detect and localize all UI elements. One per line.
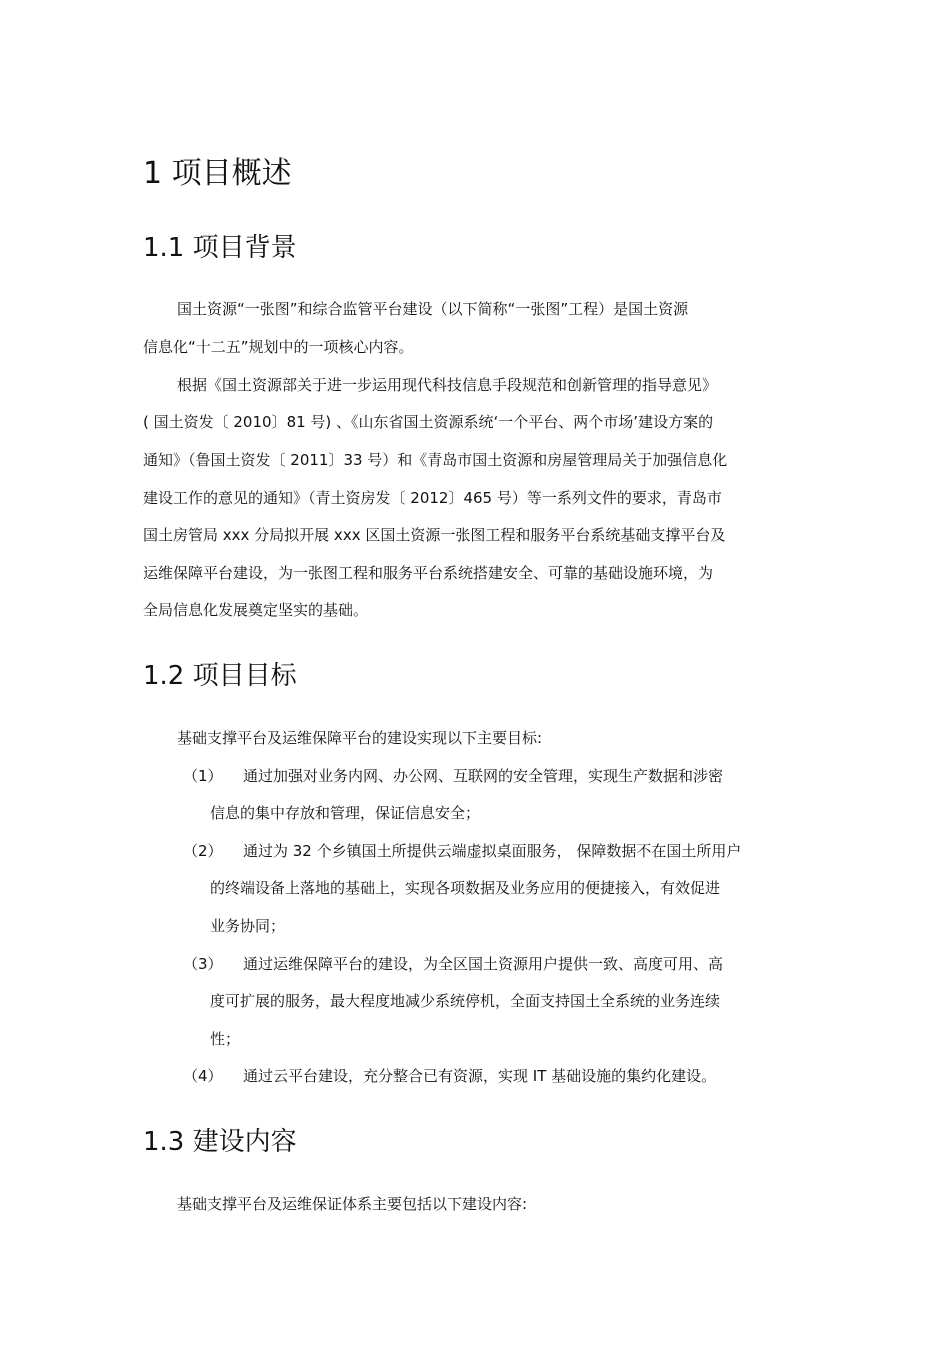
paragraph-line: 基础支撑平台及运维保障平台的建设实现以下主要目标: — [177, 729, 543, 747]
list-item-line: 的终端设备上落地的基础上，实现各项数据及业务应用的便捷接入，有效促进 — [210, 879, 721, 897]
list-item-line: 业务协同； — [210, 917, 286, 935]
paragraph-line: 信息化“十二五”规划中的一项核心内容。 — [143, 338, 414, 356]
section-heading-goals: 1.2 项目目标 — [143, 661, 297, 691]
list-item-line: 性； — [210, 1030, 241, 1048]
paragraph-line: 运维保障平台建设，为一张图工程和服务平台系统搭建安全、可靠的基础设施环境，为 — [143, 564, 714, 582]
paragraph-line: 全局信息化发展奠定坚实的基础。 — [143, 601, 369, 619]
list-item-number: （4） — [183, 1067, 223, 1085]
paragraph-line: 通知》（鲁国土资发〔 2011〕33 号）和《青岛市国土资源和房屋管理局关于加强信息化 — [143, 451, 728, 469]
paragraph-line: 国土房管局 xxx 分局拟开展 xxx 区国土资源一张图工程和服务平台系统基础支撑平台及 — [143, 526, 726, 544]
paragraph-line: 基础支撑平台及运维保证体系主要包括以下建设内容: — [177, 1195, 528, 1213]
list-item-number: （3） — [183, 955, 223, 973]
list-item-number: （1） — [183, 767, 223, 785]
list-item-line: 信息的集中存放和管理，保证信息安全； — [210, 804, 481, 822]
paragraph-line: 根据《国土资源部关于进一步运用现代科技信息手段规范和创新管理的指导意见》 — [177, 376, 718, 394]
paragraph-line: ( 国土资发〔 2010〕81 号) 、《山东省国土资源系统‘一个平台、两个市场’建设方案的 — [143, 413, 714, 431]
list-item-line: 通过加强对业务内网、办公网、互联网的安全管理，实现生产数据和涉密 — [243, 767, 724, 785]
list-item-number: （2） — [183, 842, 223, 860]
list-item-line: 通过为 32 个乡镇国土所提供云端虚拟桌面服务， 保障数据不在国土所用户 — [243, 842, 742, 860]
section-heading-background: 1.1 项目背景 — [143, 233, 297, 263]
list-item-line: 通过运维保障平台的建设，为全区国土资源用户提供一致、高度可用、高 — [243, 955, 724, 973]
list-item-line: 度可扩展的服务，最大程度地减少系统停机，全面支持国土全系统的业务连续 — [210, 992, 721, 1010]
list-item-line: 通过云平台建设，充分整合已有资源，实现 IT 基础设施的集约化建设。 — [243, 1067, 717, 1085]
chapter-title: 1 项目概述 — [143, 156, 292, 191]
paragraph-line: 国土资源“一张图”和综合监管平台建设（以下简称“一张图”工程）是国土资源 — [177, 300, 689, 318]
section-heading-content: 1.3 建设内容 — [143, 1127, 297, 1157]
paragraph-line: 建设工作的意见的通知》（青土资房发〔 2012〕465 号）等一系列文件的要求，青岛市 — [143, 489, 722, 507]
